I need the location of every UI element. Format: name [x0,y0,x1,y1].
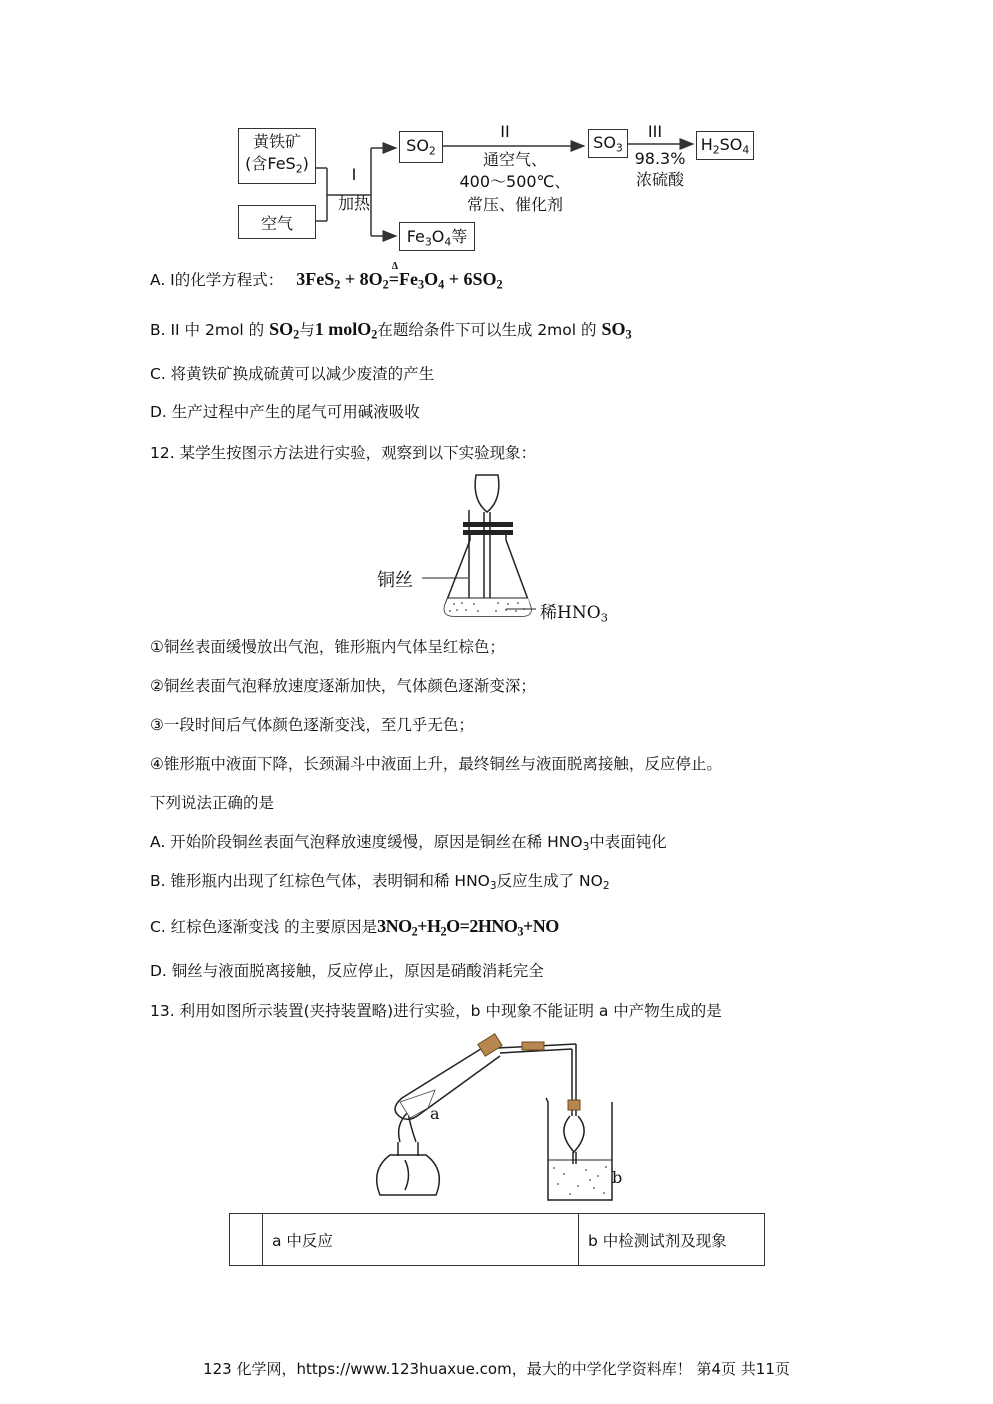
q12-observation-4: ④锥形瓶中液面下降，长颈漏斗中液面上升，最终铜丝与液面脱离接触，反应停止。 [150,755,722,773]
q11-option-a: A. I的化学方程式： $3FeS_2 + 8O_2$ Δ $=Fe_3O_4 + 6SO_2$ [150,268,503,296]
q12-option-c: C. 红棕色逐渐变浅 的主要原因是$3NO_2+H_2O=2HNO_3+NO$ [150,916,559,939]
so2-box [399,131,443,163]
heat-symbol: Δ [391,261,398,272]
step3-cond1: 98.3% [634,149,686,168]
step2-cond2: 400～500℃、 [459,172,571,191]
q13-apparatus-diagram [350,1030,650,1210]
q11-option-c: C. 将黄铁矿换成硫黄可以减少废渣的产生 [150,365,435,383]
q13-answer-table [229,1213,765,1266]
tube-a-label: a [430,1104,440,1123]
so2-formula: $SO_2$ [406,136,436,158]
q12-option-d: D. 铜丝与液面脱离接触，反应停止，原因是硝酸消耗完全 [150,962,544,980]
step3-cond2: 浓硫酸 [635,170,684,189]
step1-numeral: I [351,165,357,184]
air-label: 空气 [260,213,293,233]
q11-a-equation: $3FeS_2 + 8O_2$ Δ $=Fe_3O_4 + 6SO_2$ [296,269,502,289]
pyrite-label: 黄铁矿 [252,132,301,152]
pyrite-formula: (含FeS$_2$) [245,154,309,176]
so3-box [588,129,628,158]
h2so4-box [696,131,754,160]
page-footer: 123 化学网，https://www.123huaxue.com，最大的中学化学资料库！ 第4页 共11页 [203,1360,790,1378]
beaker-b-label: b [612,1168,623,1187]
q12-observation-1: ①铜丝表面缓慢放出气泡，锥形瓶内气体呈红棕色； [150,638,505,656]
q12-option-a: A. 开始阶段铜丝表面气泡释放速度缓慢，原因是铜丝在稀 $HNO_3$中表面钝化 [150,833,667,854]
table-header-b-reagent: b 中检测试剂及现象 [579,1214,765,1266]
step1-condition: 加热 [337,194,370,213]
air-box [238,205,316,239]
step2-numeral: II [500,122,510,141]
table-cell-blank [230,1214,263,1266]
table-row [230,1214,765,1266]
so3-formula: $SO_3$ [593,132,623,155]
q11-option-b: B. II 中 2mol 的 $SO_2$与1 molO$_2$在题给条件下可以生成 2mol 的 $SO_3$ [150,319,632,342]
q12-option-b: B. 锥形瓶内出现了红棕色气体，表明铜和稀 $HNO_3$反应生成了 $NO_2$ [150,872,610,893]
step3-numeral: III [647,122,663,141]
q12-prompt: 下列说法正确的是 [150,794,275,812]
fe3o4-formula: $Fe_3O_4$等 [406,227,468,249]
step2-cond3: 常压、催化剂 [466,195,563,214]
q12-observation-3: ③一段时间后气体颜色逐渐变浅，至几乎无色； [150,716,474,734]
h2so4-formula: $H_2SO_4$ [700,134,750,157]
dilute-hno3-label: 稀$HNO_3$ [540,603,608,625]
q11-option-d: D. 生产过程中产生的尾气可用碱液吸收 [150,403,420,421]
step2-cond1: 通空气、 [482,150,547,169]
q12-observation-2: ②铜丝表面气泡释放速度逐渐加快，气体颜色逐渐变深； [150,677,536,695]
q12-stem: 12. 某学生按图示方法进行实验，观察到以下实验现象： [150,444,537,462]
copper-wire-label: 铜丝 [377,570,413,591]
q13-stem: 13. 利用如图所示装置(夹持装置略)进行实验，b 中现象不能证明 a 中产物生成的是 [150,1002,722,1020]
table-header-a-reaction: a 中反应 [263,1214,579,1266]
q12-c-equation: $3NO_2+H_2O=2HNO_3+NO$ [377,916,559,939]
pyrite-box [238,128,316,184]
fe3o4-box [399,222,475,251]
